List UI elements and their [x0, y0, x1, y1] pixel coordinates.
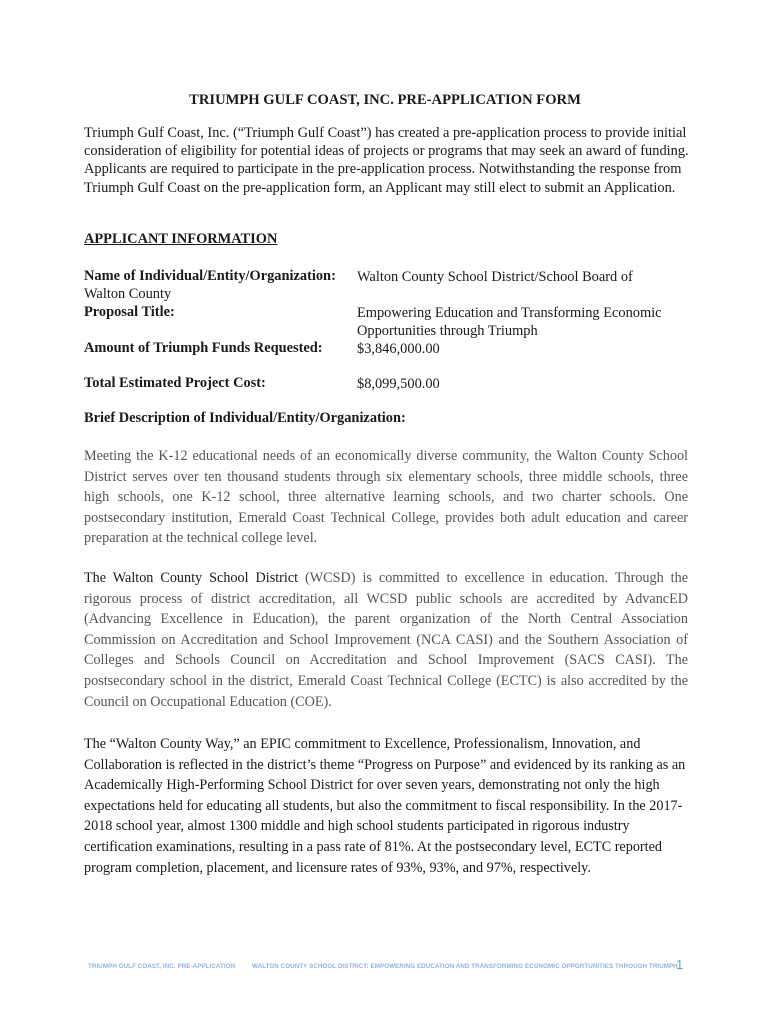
proposal-title-label: Proposal Title:	[84, 304, 175, 320]
funds-requested-value: $3,846,000.00	[357, 341, 440, 357]
description-paragraph-3: The “Walton County Way,” an EPIC commitment to Excellence, Professionalism, Innovation, and Collaboration is reflected in the district’s theme “Progress on Purpose” and evidenced by its ranking as an Academically High-Performing School District for over seven years, demonstrating not only the high expectations held for educating all students, but also the commitment to fiscal responsibility. In the 2017-2018 school year, almost 1300 middle and high school students participated in rigorous industry certification examinations, resulting in a pass rate of 81%. At the postsecondary level, ECTC reported program completion, placement, and licensure rates of 93%, 93%, and 97%, respectively.	[84, 736, 686, 876]
paragraph-2-rest: (WCSD) is committed to excellence in education. Through the rigorous process of district accreditation, all WCSD public schools are accredited by AdvancED (Advancing Excellence in Education), the parent organization of the North Central Association Commission on Accreditation and School Improvement (NCA CASI) and the Southern Association of Colleges and Schools Council on Accreditation and School Improvement (SACS CASI). The postsecondary school in the district, Emerald Coast Technical College (ECTC) is also accredited by the Council on Occupational Education (COE).	[84, 570, 688, 710]
paragraph-2-lead: The Walton County School District	[84, 570, 299, 586]
applicant-information-heading: APPLICANT INFORMATION	[84, 231, 278, 247]
project-cost-value: $8,099,500.00	[357, 376, 440, 392]
brief-description-heading: Brief Description of Individual/Entity/Organization:	[84, 410, 406, 426]
description-paragraph-1: Meeting the K-12 educational needs of an economically diverse community, the Walton County School District serves over ten thousand students through six elementary schools, three middle schools, three high schools, one K-12 school, three alternative learning schools, and two charter schools. One postsecondary institution, Emerald Coast Technical College, provides both adult education and career preparation at the technical college level.	[84, 448, 688, 547]
footer-left-text: TRIUMPH GULF COAST, INC. PRE-APPLICATION	[88, 963, 236, 970]
page-footer	[88, 957, 688, 976]
funds-requested-label: Amount of Triumph Funds Requested:	[84, 340, 323, 356]
intro-paragraph: Triumph Gulf Coast, Inc. (“Triumph Gulf Coast”) has created a pre-application process to provide initial consideration of eligibility for potential ideas of projects or programs that may seek an award of funding. Applicants are required to participate in the pre-application process. Notwithstanding the response from Triumph Gulf Coast on the pre-application form, an Applicant may still elect to submit an Application.	[84, 125, 689, 196]
name-label: Name of Individual/Entity/Organization:	[84, 268, 336, 284]
page-number: 1	[676, 957, 684, 972]
name-value: Walton County School District/School Board of	[357, 269, 633, 285]
footer-middle-text: WALTON COUNTY SCHOOL DISTRICT: EMPOWERING EDUCATION AND TRANSFORMING ECONOMIC OPPORTUNITIES THROUGH TRIUMPH	[252, 963, 678, 970]
description-paragraph-2	[84, 568, 688, 712]
project-cost-label: Total Estimated Project Cost:	[84, 375, 266, 391]
form-title: TRIUMPH GULF COAST, INC. PRE-APPLICATION FORM	[189, 92, 581, 108]
name-value-continued: Walton County	[84, 286, 172, 302]
proposal-title-value: Empowering Education and Transforming Economic Opportunities through Triumph	[357, 305, 662, 339]
